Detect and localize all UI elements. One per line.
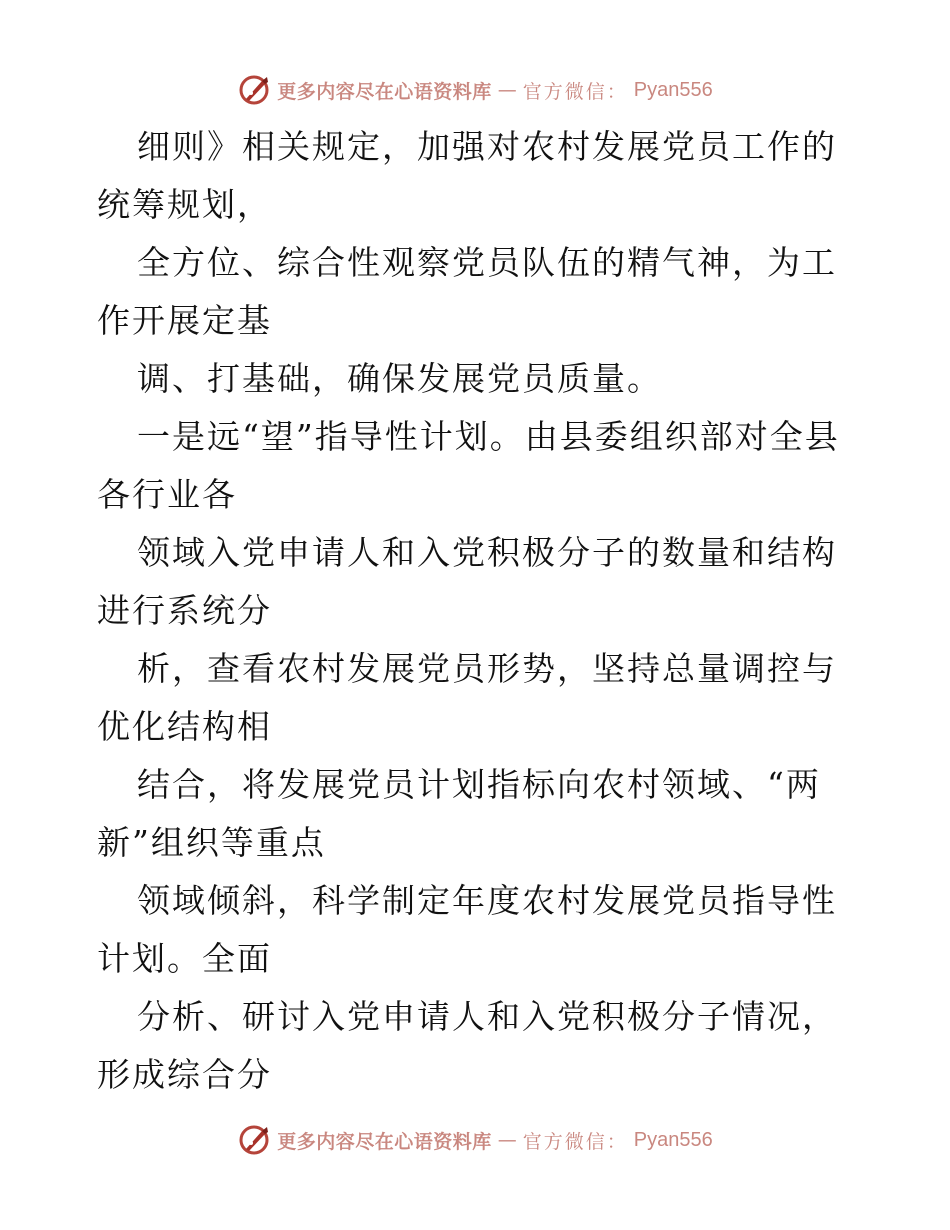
paragraph: 一是远“望”指导性计划。由县委组织部对全县各行业各: [97, 417, 840, 514]
watermark-wechat-id: Pyan556: [633, 78, 713, 101]
paragraph: 析，查看农村发展党员形势，坚持总量调控与优化结构相: [97, 649, 837, 746]
paragraph: 领域倾斜，科学制定年度农村发展党员指导性计划。全面: [97, 881, 837, 978]
watermark-dash: —: [497, 79, 517, 101]
paragraph: 领域入党申请人和入党积极分子的数量和结构进行系统分: [97, 533, 837, 630]
pen-quill-logo-icon: [237, 73, 271, 107]
paragraph: 结合，将发展党员计划指标向农村领域、“两新”组织等重点: [97, 765, 821, 862]
pen-quill-logo-icon: [237, 1123, 271, 1157]
document-body: [97, 118, 857, 1104]
paragraph: 全方位、综合性观察党员队伍的精气神，为工作开展定基: [97, 243, 837, 340]
paragraph: 分析、研讨入党申请人和入党积极分子情况，形成综合分: [97, 997, 837, 1094]
watermark-site-text: 更多内容尽在心语资料库: [277, 80, 492, 103]
watermark-site-text: 更多内容尽在心语资料库: [277, 1130, 492, 1153]
watermark-wechat-id: Pyan556: [633, 1128, 713, 1151]
watermark-footer: [0, 1120, 950, 1160]
paragraph: 细则》相关规定，加强对农村发展党员工作的统筹规划，: [97, 127, 837, 224]
watermark-dash: —: [497, 1129, 517, 1151]
watermark-wechat-label: 官方微信：: [522, 1130, 628, 1153]
watermark-wechat-label: 官方微信：: [522, 80, 628, 103]
watermark-header: [0, 70, 950, 110]
paragraph: 调、打基础，确保发展党员质量。: [137, 359, 662, 398]
